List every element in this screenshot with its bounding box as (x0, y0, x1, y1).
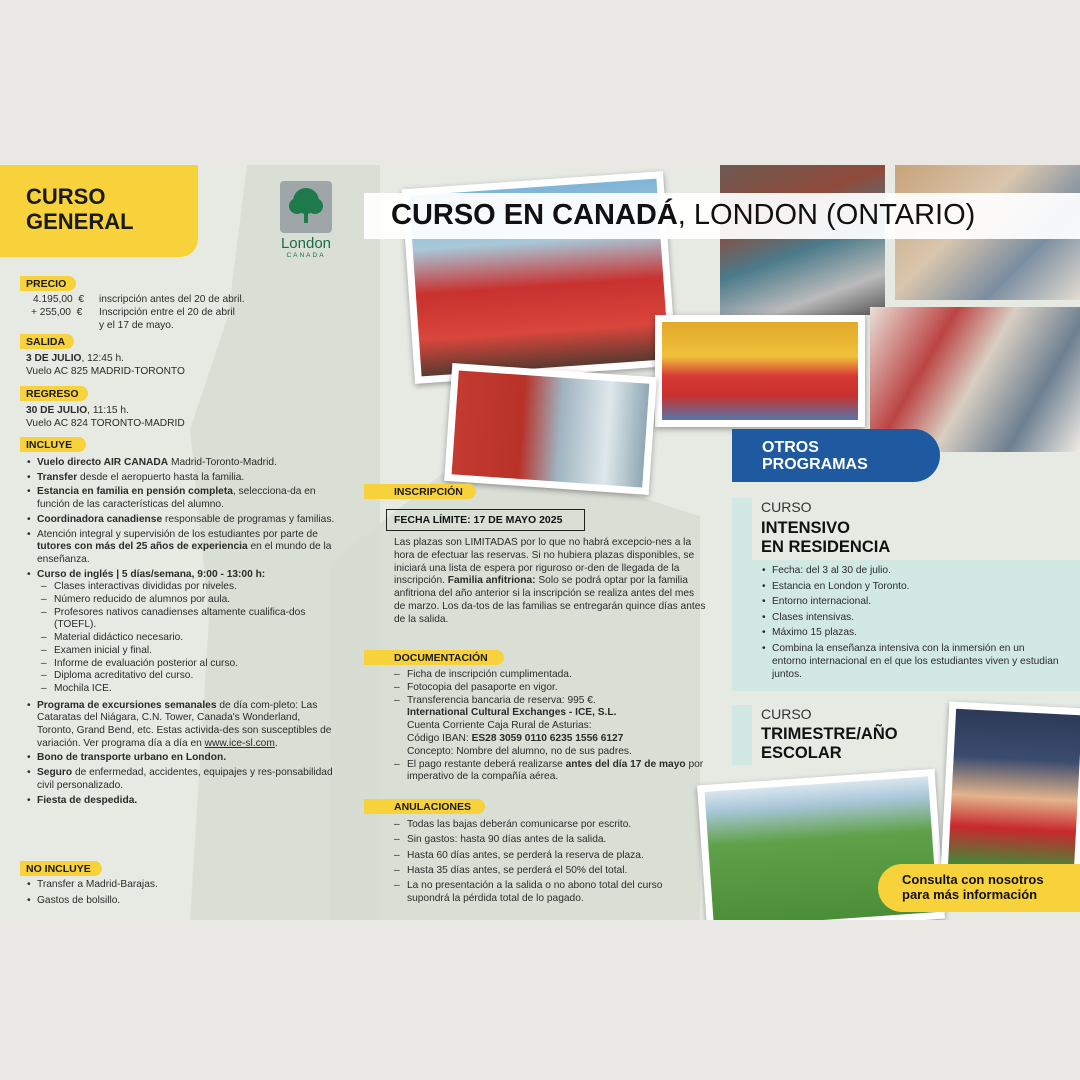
list-item: – Hasta 35 días antes, se perderá el 50% del total. (394, 865, 706, 878)
photo-stadium-fan (941, 701, 1080, 878)
incluye-list (26, 457, 338, 807)
regreso-flight: Vuelo AC 824 TORONTO-MADRID (26, 418, 185, 429)
regreso-label: REGRESO (20, 386, 88, 401)
list-item: • Fiesta de despedida. (26, 795, 338, 808)
precio-label: PRECIO (20, 276, 76, 291)
incluye-label: INCLUYE (20, 437, 86, 452)
brochure-page (0, 165, 1080, 920)
sub-item: – Material didáctico necesario. (41, 632, 338, 645)
title-rest: , LONDON (ONTARIO) (677, 199, 976, 231)
list-item: • Entorno internacional. (761, 596, 1061, 609)
list-item: – La no presentación a la salida o no abono total del curso supondrá la pérdida total de lo pagado. (394, 880, 706, 906)
list-item: – Fotocopia del pasaporte en vigor. (394, 682, 706, 695)
list-item: • Coordinadora canadiense responsable de programas y familias. (26, 514, 338, 527)
list-item: • Gastos de bolsillo. (26, 895, 326, 908)
sub-item: – Clases interactivas divididas por niveles. (41, 581, 338, 594)
list-item: • Fecha: del 3 al 30 de julio. (761, 565, 1061, 578)
page-title (364, 193, 1080, 239)
concept: Concepto: Nombre del alumno, no de sus padres. (407, 745, 632, 757)
sub-item: – Examen inicial y final. (41, 645, 338, 658)
program-bar (732, 498, 752, 560)
cta-line1: Consulta con nosotros (902, 872, 1044, 887)
list-item: • Estancia en familia en pensión completa, selecciona-da en función de las características del alumno. (26, 486, 338, 511)
list-item: – Sin gastos: hasta 90 días antes de la salida. (394, 834, 706, 847)
list-item: – El pago restante deberá realizarse antes del día 17 de mayo por imperativo de la compañía aérea. (394, 759, 706, 785)
documentacion-list (394, 669, 706, 784)
contact-cta[interactable] (878, 864, 1080, 912)
documentacion-label: DOCUMENTACIÓN (364, 650, 504, 665)
precio-row2-text1: Inscripción entre el 20 de abril (99, 307, 235, 318)
list-item: • Bono de transporte urbano en London. (26, 752, 338, 765)
photo-red-shirts-bus (655, 315, 865, 427)
list-item: – Hasta 60 días antes, se perderá la reserva de plaza. (394, 850, 706, 863)
precio-row1-amount: 4.195,00 € (33, 294, 84, 305)
iban: Código IBAN: ES28 3059 0110 6235 1556 6127 (407, 732, 624, 744)
list-item: • Clases intensivas. (761, 612, 1061, 625)
salida-flight: Vuelo AC 825 MADRID-TORONTO (26, 366, 185, 377)
program2-kicker: CURSO (761, 706, 812, 722)
no-incluye-list (26, 879, 326, 908)
list-item: • Máximo 15 plazas. (761, 627, 1061, 640)
precio-row2-cont: y el 17 de mayo. (99, 320, 174, 331)
sub-item: – Número reducido de alumnos por aula. (41, 594, 338, 607)
title-bold: CURSO EN CANADÁ (391, 199, 678, 231)
london-logo (275, 181, 337, 263)
bank-account: Cuenta Corriente Caja Rural de Asturias: (407, 720, 592, 732)
salida-label: SALIDA (20, 334, 74, 349)
cta-line2: para más información (902, 887, 1038, 902)
list-item: – Transferencia bancaria de reserva: 995 €. International Cultural Exchanges - ICE, S.L. Cuenta Corriente Caja Rural de Asturias: Código IBAN: ES28 3059 0110 6235 1556 6127 Concepto: Nombre del alumno, no de sus padres. (394, 695, 706, 759)
list-item: • Seguro de enfermedad, accidentes, equipajes y res-ponsabilidad civil personalizado. (26, 767, 338, 792)
regreso-date: 30 DE JULIO, 11:15 h. (26, 405, 129, 416)
logo-sub: CANADA (286, 252, 326, 259)
program1-title2: EN RESIDENCIA (761, 538, 891, 556)
course-badge-line1: CURSO (26, 184, 106, 209)
precio-row1 (33, 294, 333, 307)
tree-icon (280, 181, 332, 233)
list-item: • Combina la enseñanza intensiva con la inmersión en un entorno internacional en el que los estudiantes viven y estudian juntos. (761, 643, 1061, 681)
list-item: – Ficha de inscripción cumplimentada. (394, 669, 706, 682)
website-link[interactable]: www.ice-sl.com (204, 737, 275, 749)
inscripcion-label: INSCRIPCIÓN (364, 484, 476, 499)
sub-item: – Diploma acreditativo del curso. (41, 670, 338, 683)
precio-row2-amount: + 255,00 € (31, 307, 83, 318)
course-badge-line2: GENERAL (26, 209, 134, 234)
otros-line1: OTROS (762, 439, 819, 456)
logo-name: London (280, 235, 332, 252)
list-item: • Atención integral y supervisión de los estudiantes por parte de tutores con más del 25 años de experiencia en el mundo de la enseñanza. (26, 529, 338, 567)
sub-item: – Mochila ICE. (41, 683, 338, 696)
list-item: • Curso de inglés | 5 días/semana, 9:00 - 13:00 h: – Clases interactivas divididas por niveles. – Número reducido de alumnos por aula. – Profesores nativos canadienses altamente cualifica-dos (TOEFL). – Material didáctico necesario. – Examen inicial y final. – Informe de evaluación posterior al curso. – Diploma acreditativo del curso. – Mochila ICE. (26, 569, 338, 696)
no-incluye-label: NO INCLUYE (20, 861, 102, 876)
program-bar (732, 705, 752, 765)
precio-row2 (31, 307, 331, 320)
list-item: – Todas las bajas deberán comunicarse por escrito. (394, 819, 706, 832)
program1-list (761, 565, 1061, 681)
program1-title1: INTENSIVO (761, 519, 850, 537)
otros-line2: PROGRAMAS (762, 456, 868, 473)
photo-niagara-falls (444, 363, 657, 495)
anulaciones-list (394, 819, 706, 906)
list-item: • Programa de excursiones semanales de día com-pleto: Las Cataratas del Niágara, C.N. Tower, Canada's Wonderland, Toronto, Grand Bend, etc. Estas activida-des son susceptibles de variación. Ver programa día a día en www.ice-sl.com. (26, 700, 338, 751)
list-item: • Transfer desde el aeropuerto hasta la familia. (26, 472, 338, 485)
bank-name: International Cultural Exchanges - ICE, S.L. (407, 707, 617, 719)
program2-title1: TRIMESTRE/AÑO (761, 725, 898, 743)
list-item: • Estancia en London y Toronto. (761, 581, 1061, 594)
otros-programas-banner (732, 429, 940, 482)
sub-item: – Profesores nativos canadienses altamente cualifica-dos (TOEFL). (41, 607, 338, 632)
program1-kicker: CURSO (761, 499, 812, 515)
course-badge (0, 165, 198, 257)
list-item: • Vuelo directo AIR CANADA Madrid-Toronto-Madrid. (26, 457, 338, 470)
precio-row1-text: inscripción antes del 20 de abril. (99, 294, 245, 305)
program2-title2: ESCOLAR (761, 744, 842, 762)
salida-date: 3 DE JULIO, 12:45 h. (26, 353, 124, 364)
deadline-box: FECHA LÍMITE: 17 DE MAYO 2025 (386, 509, 585, 531)
photo-city-street (720, 165, 885, 315)
anulaciones-label: ANULACIONES (364, 799, 485, 814)
list-item: • Transfer a Madrid-Barajas. (26, 879, 326, 892)
inscripcion-text: Las plazas son LIMITADAS por lo que no habrá excepcio-nes a la hora de efectuar las reservas. Si no hubiera plazas disponibles, se iniciará una lista de espera por riguroso or-den de llegada de la inscripción. Familia anfitriona: Solo se podrá optar por la familia anfitriona del año anterior si la inscripción se realiza antes del mes de marzo. Los da-tos de las familias se entregarán quince días antes de la salida. (394, 537, 706, 625)
sub-item: – Informe de evaluación posterior al curso. (41, 658, 338, 671)
